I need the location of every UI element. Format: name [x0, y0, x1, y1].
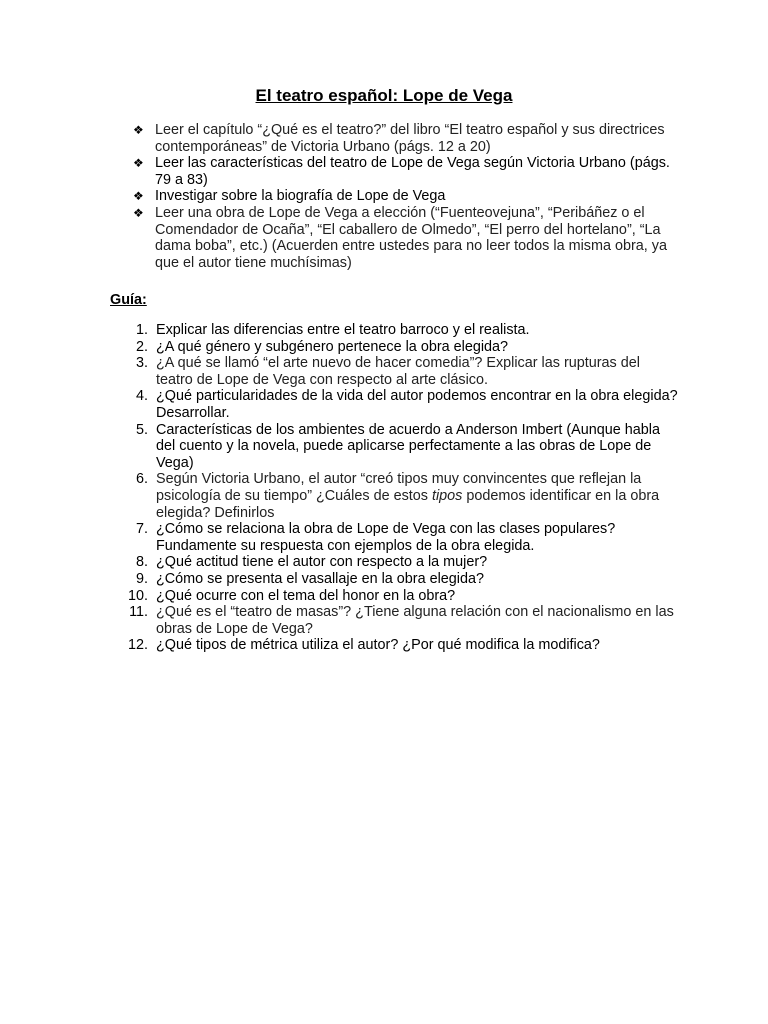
list-item: [110, 422, 680, 472]
italic-term: tipos: [431, 487, 463, 504]
list-item-text: ¿A qué género y subgénero pertenece la obra elegida?: [156, 338, 509, 355]
list-item-text-part: podemos identificar en la obra elegida? Definirlos: [156, 487, 660, 521]
diamond-bullet-icon: ❖: [133, 156, 144, 171]
guide-question-list: [110, 322, 680, 654]
list-item: [133, 122, 673, 155]
list-number: 7.: [135, 521, 148, 538]
reading-task-list: [133, 122, 673, 271]
list-number: 6.: [135, 471, 148, 488]
list-item-text: Características de los ambientes de acuerdo a Anderson Imbert (Aunque habla del cuento y la novela, puede aplicarse perfectamente a las obras de Lope de Vega): [156, 421, 660, 471]
guide-heading: Guía:: [110, 292, 147, 308]
document-title: El teatro español: Lope de Vega: [255, 86, 513, 105]
list-number: 3.: [135, 355, 148, 372]
list-item-text-part: Según Victoria Urbano, el autor “creó tipos muy convincentes que reflejan la psicología de su tiempo” ¿Cuáles de estos: [156, 471, 642, 504]
list-item: [133, 205, 673, 271]
list-item-text: Explicar las diferencias entre el teatro barroco y el realista.: [156, 322, 530, 338]
list-number: 9.: [135, 570, 148, 587]
list-number: 2.: [135, 338, 148, 355]
list-item: [110, 388, 680, 421]
diamond-bullet-icon: ❖: [133, 189, 144, 204]
list-item: [110, 637, 680, 654]
list-item-text: ¿Cómo se relaciona la obra de Lope de Vega con las clases populares? Fundamente su respuesta con ejemplos de la obra elegida.: [156, 521, 616, 554]
list-item: [110, 571, 680, 588]
list-item-text: ¿Cómo se presenta el vasallaje en la obra elegida?: [156, 570, 484, 587]
list-item-text: ¿Qué particularidades de la vida del autor podemos encontrar en la obra elegida? Desarrollar.: [156, 388, 678, 421]
list-item: [110, 355, 680, 388]
list-number: 4.: [135, 388, 148, 405]
list-item: [133, 188, 673, 205]
list-item: [110, 471, 680, 521]
list-number: 5.: [135, 421, 148, 438]
list-item: [110, 339, 680, 356]
list-number: 8.: [135, 554, 148, 571]
diamond-bullet-icon: ❖: [133, 123, 144, 137]
list-number: 1.: [135, 322, 148, 338]
list-item-text: Leer las características del teatro de Lope de Vega según Victoria Urbano (págs. 79 a 83): [155, 155, 670, 188]
diamond-bullet-icon: ❖: [133, 205, 144, 220]
list-item: [110, 588, 680, 605]
list-item: [110, 322, 680, 339]
list-item: [133, 155, 673, 188]
list-item-text: Investigar sobre la biografía de Lope de Vega: [155, 188, 446, 205]
list-item-text: ¿Qué ocurre con el tema del honor en la obra?: [156, 587, 456, 604]
list-item: [110, 521, 680, 554]
list-item: [110, 604, 680, 637]
list-item-text: Leer el capítulo “¿Qué es el teatro?” del libro “El teatro español y sus directrices contemporáneas” de Victoria Urbano (págs. 12 a 20): [155, 122, 665, 155]
list-item: [110, 554, 680, 571]
list-item-text: ¿Qué tipos de métrica utiliza el autor? ¿Por qué modifica la modifica?: [156, 637, 600, 654]
list-number: 12.: [127, 637, 148, 654]
list-number: 11.: [129, 604, 148, 621]
list-number: 10.: [127, 587, 148, 604]
list-item-text: ¿Qué actitud tiene el autor con respecto a la mujer?: [156, 554, 488, 571]
list-item-text: ¿A qué se llamó “el arte nuevo de hacer comedia”? Explicar las rupturas del teatro de Lope de Vega con respecto al arte clásico.: [156, 355, 640, 388]
list-item-text: Leer una obra de Lope de Vega a elección (“Fuenteovejuna”, “Peribáñez o el Comendador de Ocaña”, “El caballero de Olmedo”, “El perro del hortelano”, “La dama boba”, etc.) (Acuerden entre ustedes para no leer todos la misma obra, ya que el autor tiene muchísimas): [155, 204, 667, 271]
list-item-text: [156, 471, 659, 520]
list-item-text: ¿Qué es el “teatro de masas”? ¿Tiene alguna relación con el nacionalismo en las obras de Lope de Vega?: [156, 604, 674, 637]
